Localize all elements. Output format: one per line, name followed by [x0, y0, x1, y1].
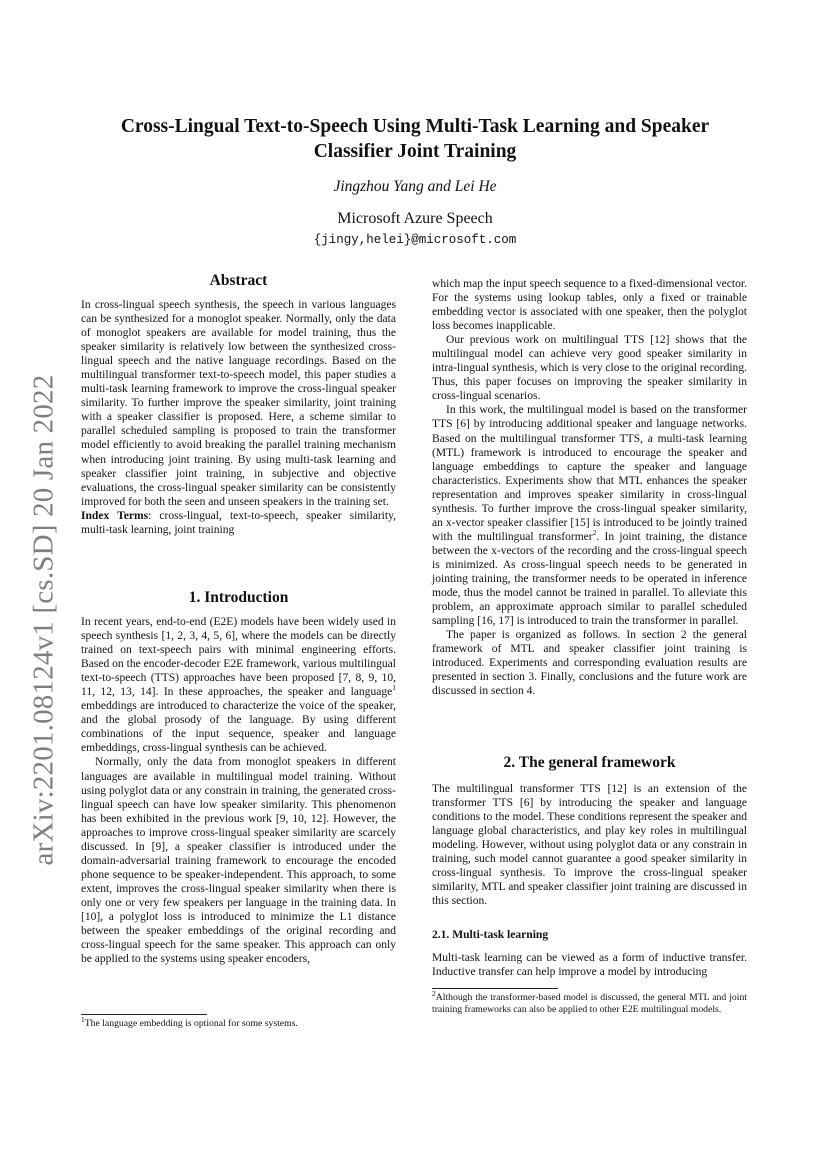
introduction-block: [81, 615, 396, 966]
footnote-marker-2[interactable]: 2: [592, 528, 597, 537]
introduction-heading: 1. Introduction: [188, 589, 289, 606]
arxiv-id-text: arXiv:2201.08124v1 [cs.SD] 20 Jan 2022: [27, 374, 60, 866]
mtl-paragraph-1: Multi-task learning can be viewed as a form of inductive transfer. Inductive transfer can help improve a model by introducing: [432, 952, 747, 979]
footnote-1: [81, 1014, 396, 1030]
intro-paragraph-5: [432, 403, 747, 628]
paper-affiliation: Microsoft Azure Speech: [337, 210, 493, 227]
intro-p1-part-b: embeddings are introduced to characterize the voice of the speaker, and the global prosody of the language. By using different combinations of the input sequence, speaker and language embeddings, cross-lingual synthesis can be achieved.: [81, 700, 396, 755]
author-email[interactable]: {jingy,helei}@microsoft.com: [313, 233, 517, 247]
paper-title: Cross-Lingual Text-to-Speech Using Multi-Task Learning and Speaker Classifier Joint Training: [120, 116, 710, 162]
footnote-divider-right: [432, 988, 558, 989]
abstract-block: [81, 298, 396, 537]
mtl-subheading: 2.1. Multi-task learning: [432, 929, 549, 941]
intro-paragraph-1: [81, 615, 396, 755]
footnote-1-text: The language embedding is optional for some systems.: [84, 1018, 298, 1029]
footnote-2: [432, 988, 747, 1016]
intro-paragraph-6: The paper is organized as follows. In section 2 the general framework of MTL and speaker classifier joint training is introduced. Experiments and corresponding evaluation results are presented in section 3. Finally, conclusions and the future work are discussed in section 4.: [432, 629, 747, 698]
intro-paragraph-3: which map the input speech sequence to a fixed-dimensional vector. For the systems using lookup tables, only a fixed or trainable embedding vector is associated with one speaker, then the polyglot loss becomes inapplicable.: [432, 278, 747, 333]
intro-p5-part-a: In this work, the multilingual model is based on the transformer TTS [6] by introducing additional speaker and language networks. Based on the multilingual transformer TTS, a multi-task learning (MTL) framework is introduced to encourage the speaker and language embeddings to capture the speaker and language characteristics. Experiments show that MTL enhances the speaker representation and improves speaker similarity in cross-lingual synthesis. To further improve the cross-lingual speaker similarity, an x-vector speaker classifier [15] is introduced to be jointly trained with the multilingual transformer: [432, 404, 747, 543]
intro-paragraph-2: Normally, only the data from monoglot speakers in different languages are available in multilingual model training. Without using polyglot data or any constrain in training, the generated cross-lingual speech can have low speaker similarity. This phenomenon has been exhibited in the previous work [9, 10, 12]. However, the approaches to improve cross-lingual speaker similarity are scarcely discussed. In [9], a speaker classifier is introduced under the domain-adversarial training framework to encourage the encoded phone sequence to be speaker-independent. This approach, to some extent, improves the cross-lingual speaker similarity when there is only one or very few speakers per language in the training data. In [10], a polyglot loss is introduced to minimize the L1 distance between the speaker embeddings of the original recording and cross-lingual speech for the same speaker. This approach can only be applied to the systems using speaker encoders,: [81, 756, 396, 966]
intro-p1-part-a: In recent years, end-to-end (E2E) models have been widely used in speech synthesis [1, 2, 3, 4, 5, 6], where the models can be directly trained on text-speech pairs with minimal engineering efforts. Based on the encoder-decoder E2E framework, various multilingual text-to-speech (TTS) approaches have been proposed [7, 8, 9, 10, 11, 12, 13, 14]. In these approaches, the speaker and language: [81, 616, 396, 699]
index-terms-text: : cross-lingual, text-to-speech, speaker similarity, multi-task learning, joint training: [81, 509, 397, 536]
footnote-marker-1[interactable]: 1: [392, 683, 396, 693]
abstract-text: In cross-lingual speech synthesis, the speech in various languages can be synthesized for a monoglot speaker. Normally, only the data of monoglot speakers are available for model training, thus the speaker similarity is relatively low between the synthesized cross-lingual speech and the native language recordings. Based on the multilingual transformer text-to-speech model, this paper studies a multi-task learning framework to improve the cross-lingual speaker similarity. To further improve the speaker similarity, joint training with a speaker classifier is proposed. Here, a scheme similar to parallel scheduled sampling is proposed to train the transformer model efficiently to avoid breaking the parallel training mechanism when introducing joint training. By using multi-task learning and speaker classifier joint training, in subjective and objective evaluations, the cross-lingual speaker similarity can be consistently improved for both the seen and unseen speakers in the training set.: [81, 299, 396, 508]
abstract-heading: Abstract: [209, 272, 268, 289]
arxiv-identifier-stamp: [24, 370, 64, 870]
framework-paragraph-1: The multilingual transformer TTS [12] is an extension of the transformer TTS [6] by introducing the speaker and language conditions to the model. These conditions represent the speaker and language global characteristics, and play key roles in multilingual modeling. However, without using polyglot data or any constrain in training, such model cannot guarantee a good speaker similarity in cross-lingual synthesis. To improve the cross-lingual speaker similarity, MTL and speaker classifier joint training are discussed in this section.: [432, 783, 747, 908]
index-terms-label: Index Terms: [81, 509, 149, 522]
footnote-1-mark: 1: [81, 1014, 85, 1024]
intro-paragraph-4: Our previous work on multilingual TTS [12] shows that the multilingual model can achieve very good speaker similarity in intra-lingual synthesis, which is very close to the original recording. Thus, this paper focuses on improving the speaker similarity in cross-lingual scenarios.: [432, 334, 747, 403]
framework-block: [432, 782, 747, 908]
paper-authors: Jingzhou Yang and Lei He: [333, 178, 497, 195]
index-terms: [81, 509, 396, 537]
footnote-2-mark: 2: [432, 988, 436, 998]
footnote-2-text: Although the transformer-based model is discussed, the general MTL and joint training frameworks can also be applied to other E2E multilingual models.: [432, 992, 747, 1015]
intro-continued-block: [432, 277, 747, 698]
framework-heading: 2. The general framework: [503, 754, 676, 771]
footnote-divider: [81, 1014, 207, 1015]
mtl-block: [432, 951, 747, 979]
intro-p5-part-b: . In joint training, the distance between the x-vectors of the recording and the cross-lingual speech is minimized. As cross-lingual speech needs to be generated in jointing training, the transformer needs to be operated in inference mode, thus the model cannot be trained in parallel. To alleviate this problem, an approximate approach similar to parallel scheduled sampling [16, 17] is introduced to train the transformer in parallel.: [432, 530, 747, 628]
